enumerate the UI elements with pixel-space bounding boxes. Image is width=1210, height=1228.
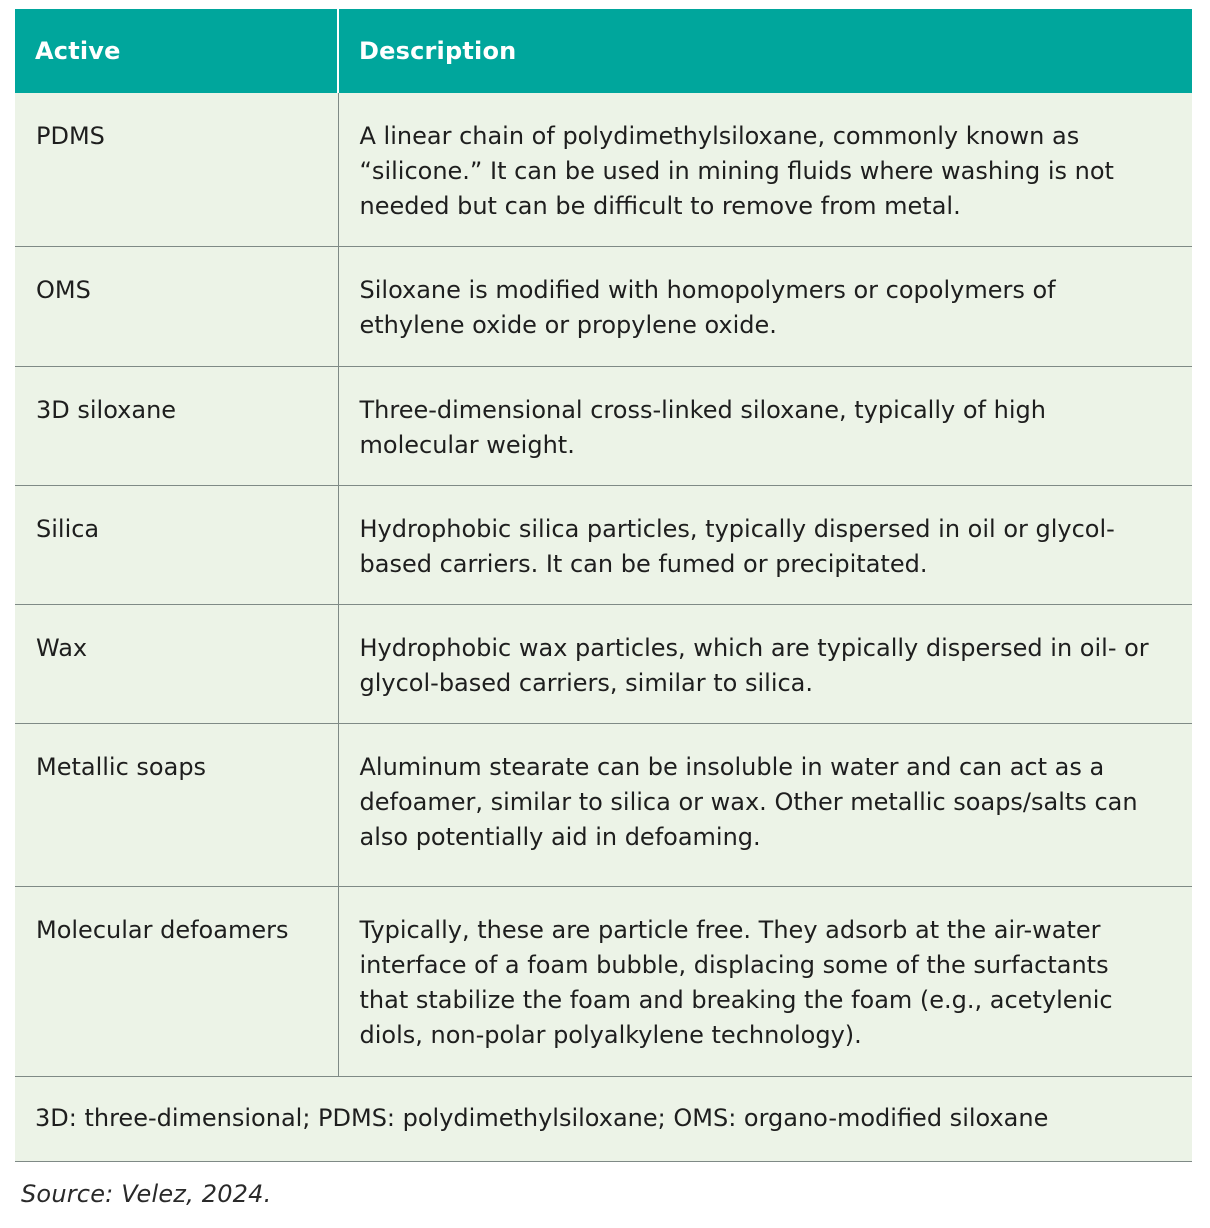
description-cell: Aluminum stearate can be insoluble in water and can act as a defoamer, similar to silica or wax. Other metallic soaps/salts can also potentially aid in defoaming. [338, 723, 1192, 886]
table-row [15, 246, 1192, 366]
defoamer-actives-table-container [15, 9, 1192, 1162]
description-cell: Three-dimensional cross-linked siloxane, typically of high molecular weight. [338, 366, 1192, 485]
table-footnote: 3D: three-dimensional; PDMS: polydimethylsiloxane; OMS: organo-modified siloxane [15, 1076, 1192, 1161]
table-row [15, 604, 1192, 723]
table-row [15, 485, 1192, 604]
table-header [15, 9, 1192, 93]
description-cell: Siloxane is modified with homopolymers or copolymers of ethylene oxide or propylene oxide. [338, 246, 1192, 366]
table-row [15, 886, 1192, 1076]
active-cell: OMS [15, 246, 338, 366]
description-cell: A linear chain of polydimethylsiloxane, commonly known as “silicone.” It can be used in mining fluids where washing is not needed but can be difficult to remove from metal. [338, 93, 1192, 246]
active-cell: Silica [15, 485, 338, 604]
table-row [15, 723, 1192, 886]
table-row [15, 366, 1192, 485]
defoamer-actives-table [15, 9, 1192, 1162]
table-row [15, 93, 1192, 246]
active-cell: PDMS [15, 93, 338, 246]
description-cell: Typically, these are particle free. They adsorb at the air-water interface of a foam bubble, displacing some of the surfactants that stabilize the foam and breaking the foam (e.g., acetylenic diols, non-polar polyalkylene technology). [338, 886, 1192, 1076]
table-body [15, 93, 1192, 1161]
header-active: Active [15, 9, 338, 93]
active-cell: Wax [15, 604, 338, 723]
active-cell: 3D siloxane [15, 366, 338, 485]
header-description: Description [338, 9, 1192, 93]
description-cell: Hydrophobic silica particles, typically dispersed in oil or glycol-based carriers. It can be fumed or precipitated. [338, 485, 1192, 604]
description-cell: Hydrophobic wax particles, which are typically dispersed in oil- or glycol-based carriers, similar to silica. [338, 604, 1192, 723]
footnote-row [15, 1076, 1192, 1161]
active-cell: Metallic soaps [15, 723, 338, 886]
active-cell: Molecular defoamers [15, 886, 338, 1076]
source-citation: Source: Velez, 2024. [21, 1180, 272, 1208]
header-row [15, 9, 1192, 93]
